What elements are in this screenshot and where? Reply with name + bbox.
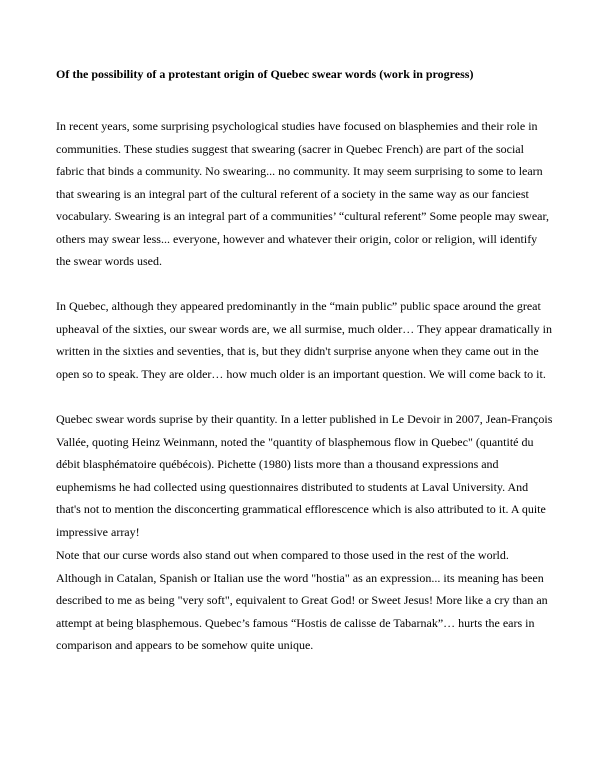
paragraph-line: fabric that binds a community. No swearing... no community. It may seem surprising to some to learn	[56, 164, 543, 178]
paragraph-line: open so to speak. They are older… how much older is an important question. We will come back to it.	[56, 366, 546, 381]
paragraph-3	[56, 408, 553, 543]
paragraph-line: impressive array!	[56, 524, 140, 539]
paragraph-1	[56, 115, 549, 273]
paragraph-line: attempt at being blasphemous. Quebec’s famous “Hostis de calisse de Tabarnak”… hurts the ears in	[56, 615, 535, 630]
paragraph-line: communities. These studies suggest that swearing (sacrer in Quebec French) are part of the social	[56, 141, 524, 156]
paragraph-line: euphemisms he had collected using questionnaires distributed to students at Laval University. And	[56, 479, 529, 494]
paragraph-line: débit blasphématoire québécois). Pichette (1980) lists more than a thousand expressions and	[56, 457, 499, 471]
paragraph-line: described to me as being "very soft", equivalent to Great God! or Sweet Jesus! More like a cry than an	[56, 593, 548, 607]
paragraph-2	[56, 295, 552, 385]
paragraph-line: Vallée, quoting Heinz Weinmann, noted the "quantity of blasphemous flow in Quebec" (quantité du	[56, 434, 534, 449]
paragraph-line: the swear words used.	[56, 254, 162, 268]
paragraph-line: that's not to mention the disconcerting grammatical efflorescence which is also attributed to it. A quite	[56, 502, 546, 516]
paragraph-line: comparison and appears to be somehow quite unique.	[56, 638, 314, 652]
paragraph-line: vocabulary. Swearing is an integral part of a communities’ “cultural referent” Some people may swear,	[56, 209, 549, 223]
paragraph-line: written in the sixties and seventies, that is, but they didn't surprise anyone when they came out in the	[56, 344, 539, 358]
paragraph-line: others may swear less... everyone, however and whatever their origin, color or religion, will identify	[56, 231, 538, 246]
paragraph-line: upheaval of the sixties, our swear words are, we all surmise, much older… They appear dramatically in	[56, 321, 552, 336]
document-title: Of the possibility of a protestant origin of Quebec swear words (work in progress)	[56, 67, 474, 81]
paragraph-line: Quebec swear words suprise by their quantity. In a letter published in Le Devoir in 2007, Jean-François	[56, 412, 553, 426]
paragraph-line: Although in Catalan, Spanish or Italian use the word "hostia" as an expression... its meaning has been	[56, 570, 544, 585]
paragraph-4	[56, 544, 548, 657]
paragraph-line: In Quebec, although they appeared predominantly in the “main public” public space around the great	[56, 299, 541, 313]
paragraph-line: that swearing is an integral part of the cultural referent of a society in the same way as our fanciest	[56, 186, 529, 201]
paragraph-line: In recent years, some surprising psychological studies have focused on blasphemies and their role in	[56, 119, 538, 133]
paragraph-line: Note that our curse words also stand out when compared to those used in the rest of the world.	[56, 548, 509, 562]
